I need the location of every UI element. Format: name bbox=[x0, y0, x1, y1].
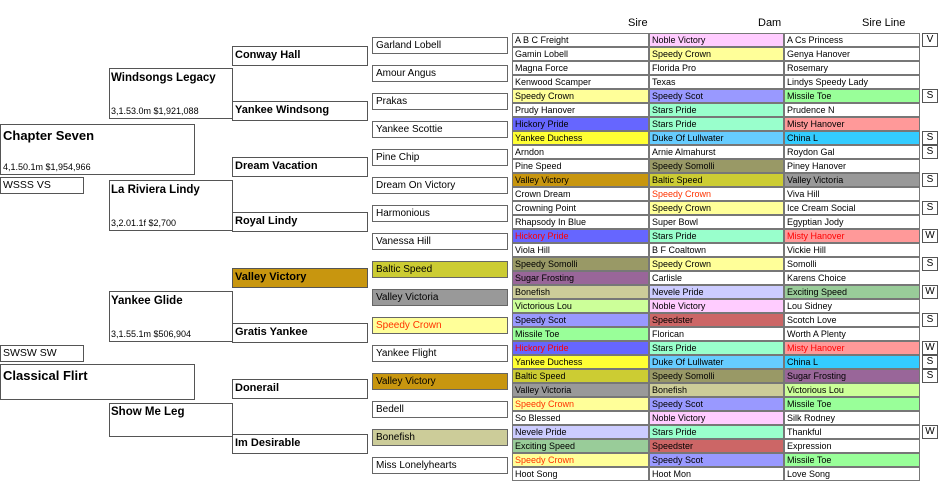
dam-cell[interactable]: Texas bbox=[649, 75, 784, 89]
sire-cell[interactable]: Speedy Crown bbox=[512, 89, 649, 103]
sire-line-cell[interactable]: Genya Hanover bbox=[784, 47, 920, 61]
sire-cell[interactable]: Arndon bbox=[512, 145, 649, 159]
dam-cell[interactable]: Florida Pro bbox=[649, 61, 784, 75]
sire-line-letter-badge: S bbox=[922, 89, 938, 103]
sire-cell[interactable]: Crowning Point bbox=[512, 201, 649, 215]
gen4-item[interactable]: Baltic Speed bbox=[372, 261, 508, 278]
sire-line-cell[interactable]: Missile Toe bbox=[784, 397, 920, 411]
sire-cell[interactable]: Rhapsody In Blue bbox=[512, 215, 649, 229]
sire-cell[interactable]: Victorious Lou bbox=[512, 299, 649, 313]
gen4-item[interactable]: Garland Lobell bbox=[372, 37, 508, 54]
sire-cell[interactable]: Pine Speed bbox=[512, 159, 649, 173]
gen3-name[interactable]: Conway Hall bbox=[235, 49, 301, 61]
dam-cell[interactable]: Stars Pride bbox=[649, 229, 784, 243]
cross-tag-bottom: SWSW SW bbox=[0, 345, 84, 362]
sire-line-letter-badge: S bbox=[922, 145, 938, 159]
sire-line-letter-badge: S bbox=[922, 257, 938, 271]
dam-cell[interactable]: Speedy Scot bbox=[649, 453, 784, 467]
dam-cell[interactable]: Stars Pride bbox=[649, 425, 784, 439]
gen2-stats-0: 3,1.53.0m $1,921,088 bbox=[111, 106, 199, 116]
header-sire: Sire bbox=[628, 17, 648, 29]
sire-line-cell[interactable]: Valley Victoria bbox=[784, 173, 920, 187]
sire-cell[interactable]: Prudy Hanover bbox=[512, 103, 649, 117]
gen4-item[interactable]: Valley Victoria bbox=[372, 289, 508, 306]
sire-line-letter-badge: S bbox=[922, 355, 938, 369]
sire-line-letter-badge: V bbox=[922, 33, 938, 47]
sire-line-cell[interactable]: Worth A Plenty bbox=[784, 327, 920, 341]
dam-cell[interactable]: Nevele Pride bbox=[649, 285, 784, 299]
sire-line-cell[interactable]: Expression bbox=[784, 439, 920, 453]
sire-line-cell[interactable]: Sugar Frosting bbox=[784, 369, 920, 383]
sire-cell[interactable]: A B C Freight bbox=[512, 33, 649, 47]
gen2-stats-2: 3,1.55.1m $506,904 bbox=[111, 329, 192, 339]
gen4-item[interactable]: Vanessa Hill bbox=[372, 233, 508, 250]
sire-line-letter-badge: S bbox=[922, 369, 938, 383]
sire-line-cell[interactable]: Missile Toe bbox=[784, 89, 920, 103]
sire-line-cell[interactable]: Misty Hanover bbox=[784, 229, 920, 243]
dam-cell[interactable]: Noble Victory bbox=[649, 33, 784, 47]
dam-cell[interactable]: Duke Of Lullwater bbox=[649, 131, 784, 145]
sire-line-cell[interactable]: Egyptian Jody bbox=[784, 215, 920, 229]
dam-cell[interactable]: Hoot Mon bbox=[649, 467, 784, 481]
sire-line-letter-badge: S bbox=[922, 173, 938, 187]
gen3-name[interactable]: Donerail bbox=[235, 382, 280, 394]
gen3-name[interactable]: Im Desirable bbox=[235, 437, 301, 449]
dam-cell[interactable]: Stars Pride bbox=[649, 103, 784, 117]
sire-cell[interactable]: Valley Victoria bbox=[512, 383, 649, 397]
sire-line-cell[interactable]: Prudence N bbox=[784, 103, 920, 117]
dam-cell[interactable]: Speedy Somolli bbox=[649, 369, 784, 383]
dam-cell[interactable]: B F Coaltown bbox=[649, 243, 784, 257]
sire-line-cell[interactable]: Lou Sidney bbox=[784, 299, 920, 313]
gen2-name-1[interactable]: La Riviera Lindy bbox=[111, 184, 200, 196]
header-sire-line: Sire Line bbox=[862, 17, 906, 29]
sire-cell[interactable]: Hoot Song bbox=[512, 467, 649, 481]
dam-cell[interactable]: Speedy Scot bbox=[649, 397, 784, 411]
gen3-name[interactable]: Royal Lindy bbox=[235, 215, 298, 227]
sire-line-cell[interactable]: Love Song bbox=[784, 467, 920, 481]
sire-line-cell[interactable]: Ice Cream Social bbox=[784, 201, 920, 215]
sire-line-letter-badge: W bbox=[922, 341, 938, 355]
sire-line-letter-badge: S bbox=[922, 313, 938, 327]
sire-cell[interactable]: Viola Hill bbox=[512, 243, 649, 257]
sire-cell[interactable]: Kenwood Scamper bbox=[512, 75, 649, 89]
sire-line-letter-badge: S bbox=[922, 201, 938, 215]
sire-cell[interactable]: Nevele Pride bbox=[512, 425, 649, 439]
gen4-item[interactable]: Pine Chip bbox=[372, 149, 508, 166]
sire-line-cell[interactable]: A Cs Princess bbox=[784, 33, 920, 47]
sire-cell[interactable]: Hickory Pride bbox=[512, 117, 649, 131]
sire-cell[interactable]: Hickory Pride bbox=[512, 229, 649, 243]
gen4-item[interactable]: Amour Angus bbox=[372, 65, 508, 82]
sire-line-cell[interactable]: Lindys Speedy Lady bbox=[784, 75, 920, 89]
sire-cell[interactable]: Exciting Speed bbox=[512, 439, 649, 453]
sire-cell[interactable]: Sugar Frosting bbox=[512, 271, 649, 285]
gen1-name-top[interactable]: Chapter Seven bbox=[3, 128, 95, 143]
gen1-stats-top: 4,1.50.1m $1,954,966 bbox=[3, 162, 91, 172]
dam-cell[interactable]: Speedy Somolli bbox=[649, 159, 784, 173]
dam-cell[interactable]: Speedy Scot bbox=[649, 89, 784, 103]
sire-cell[interactable]: Gamin Lobell bbox=[512, 47, 649, 61]
sire-line-cell[interactable]: Piney Hanover bbox=[784, 159, 920, 173]
sire-line-cell[interactable]: Exciting Speed bbox=[784, 285, 920, 299]
sire-cell[interactable]: Speedy Scot bbox=[512, 313, 649, 327]
sire-cell[interactable]: Baltic Speed bbox=[512, 369, 649, 383]
sire-line-letter-badge: W bbox=[922, 285, 938, 299]
gen2-stats-1: 3,2.01.1f $2,700 bbox=[111, 218, 177, 228]
sire-cell[interactable]: Magna Force bbox=[512, 61, 649, 75]
gen4-item[interactable]: Bedell bbox=[372, 401, 508, 418]
dam-cell[interactable]: Baltic Speed bbox=[649, 173, 784, 187]
sire-line-cell[interactable]: Thankful bbox=[784, 425, 920, 439]
cross-tag-top: WSSS VS bbox=[0, 177, 84, 194]
sire-line-cell[interactable]: Misty Hanover bbox=[784, 117, 920, 131]
sire-line-cell[interactable]: China L bbox=[784, 131, 920, 145]
dam-cell[interactable]: Florican bbox=[649, 327, 784, 341]
gen4-item[interactable]: Prakas bbox=[372, 93, 508, 110]
dam-cell[interactable]: Speedy Crown bbox=[649, 201, 784, 215]
sire-cell[interactable]: Hickory Pride bbox=[512, 341, 649, 355]
sire-line-cell[interactable]: Rosemary bbox=[784, 61, 920, 75]
dam-cell[interactable]: Speedy Crown bbox=[649, 47, 784, 61]
sire-line-cell[interactable]: Silk Rodney bbox=[784, 411, 920, 425]
gen2-name-2[interactable]: Yankee Glide bbox=[111, 295, 183, 307]
gen2-name-0[interactable]: Windsongs Legacy bbox=[111, 72, 216, 84]
sire-cell[interactable]: Speedy Somolli bbox=[512, 257, 649, 271]
dam-cell[interactable]: Super Bowl bbox=[649, 215, 784, 229]
gen4-item[interactable]: Speedy Crown bbox=[372, 317, 508, 334]
sire-line-cell[interactable]: Misty Hanover bbox=[784, 341, 920, 355]
sire-cell[interactable]: Yankee Duchess bbox=[512, 131, 649, 145]
sire-cell[interactable]: Speedy Crown bbox=[512, 453, 649, 467]
sire-cell[interactable]: Bonefish bbox=[512, 285, 649, 299]
sire-line-cell[interactable]: Victorious Lou bbox=[784, 383, 920, 397]
dam-cell[interactable]: Noble Victory bbox=[649, 299, 784, 313]
sire-cell[interactable]: Speedy Crown bbox=[512, 397, 649, 411]
sire-line-cell[interactable]: Scotch Love bbox=[784, 313, 920, 327]
dam-cell[interactable]: Arnie Almahurst bbox=[649, 145, 784, 159]
sire-line-cell[interactable]: Missile Toe bbox=[784, 453, 920, 467]
gen4-item[interactable]: Miss Lonelyhearts bbox=[372, 457, 508, 474]
dam-cell[interactable]: Speedster bbox=[649, 313, 784, 327]
sire-cell[interactable]: So Blessed bbox=[512, 411, 649, 425]
dam-cell[interactable]: Duke Of Lullwater bbox=[649, 355, 784, 369]
dam-cell[interactable]: Speedy Crown bbox=[649, 187, 784, 201]
gen4-item[interactable]: Yankee Scottie bbox=[372, 121, 508, 138]
gen3-name[interactable]: Gratis Yankee bbox=[235, 326, 308, 338]
dam-cell[interactable]: Carlisle bbox=[649, 271, 784, 285]
gen4-item[interactable]: Dream On Victory bbox=[372, 177, 508, 194]
sire-cell[interactable]: Valley Victory bbox=[512, 173, 649, 187]
sire-line-cell[interactable]: China L bbox=[784, 355, 920, 369]
dam-cell[interactable]: Stars Pride bbox=[649, 117, 784, 131]
gen4-item[interactable]: Yankee Flight bbox=[372, 345, 508, 362]
sire-line-cell[interactable]: Roydon Gal bbox=[784, 145, 920, 159]
dam-cell[interactable]: Noble Victory bbox=[649, 411, 784, 425]
sire-cell[interactable]: Missile Toe bbox=[512, 327, 649, 341]
gen1-name-bottom[interactable]: Classical Flirt bbox=[3, 368, 88, 383]
gen3-name[interactable]: Yankee Windsong bbox=[235, 104, 330, 116]
dam-cell[interactable]: Speedy Crown bbox=[649, 257, 784, 271]
gen3-name[interactable]: Valley Victory bbox=[235, 271, 307, 283]
sire-line-letter-badge: W bbox=[922, 229, 938, 243]
gen4-item[interactable]: Valley Victory bbox=[372, 373, 508, 390]
sire-line-letter-badge: S bbox=[922, 131, 938, 145]
gen4-item[interactable]: Bonefish bbox=[372, 429, 508, 446]
dam-cell[interactable]: Bonefish bbox=[649, 383, 784, 397]
gen3-name[interactable]: Dream Vacation bbox=[235, 160, 318, 172]
sire-cell[interactable]: Crown Dream bbox=[512, 187, 649, 201]
gen2-name-3[interactable]: Show Me Leg bbox=[111, 406, 185, 418]
sire-line-letter-badge: W bbox=[922, 425, 938, 439]
dam-cell[interactable]: Speedster bbox=[649, 439, 784, 453]
dam-cell[interactable]: Stars Pride bbox=[649, 341, 784, 355]
sire-line-cell[interactable]: Somolli bbox=[784, 257, 920, 271]
sire-cell[interactable]: Yankee Duchess bbox=[512, 355, 649, 369]
sire-line-cell[interactable]: Viva Hill bbox=[784, 187, 920, 201]
sire-line-cell[interactable]: Vickie Hill bbox=[784, 243, 920, 257]
header-dam: Dam bbox=[758, 17, 782, 29]
gen4-item[interactable]: Harmonious bbox=[372, 205, 508, 222]
sire-line-cell[interactable]: Karens Choice bbox=[784, 271, 920, 285]
